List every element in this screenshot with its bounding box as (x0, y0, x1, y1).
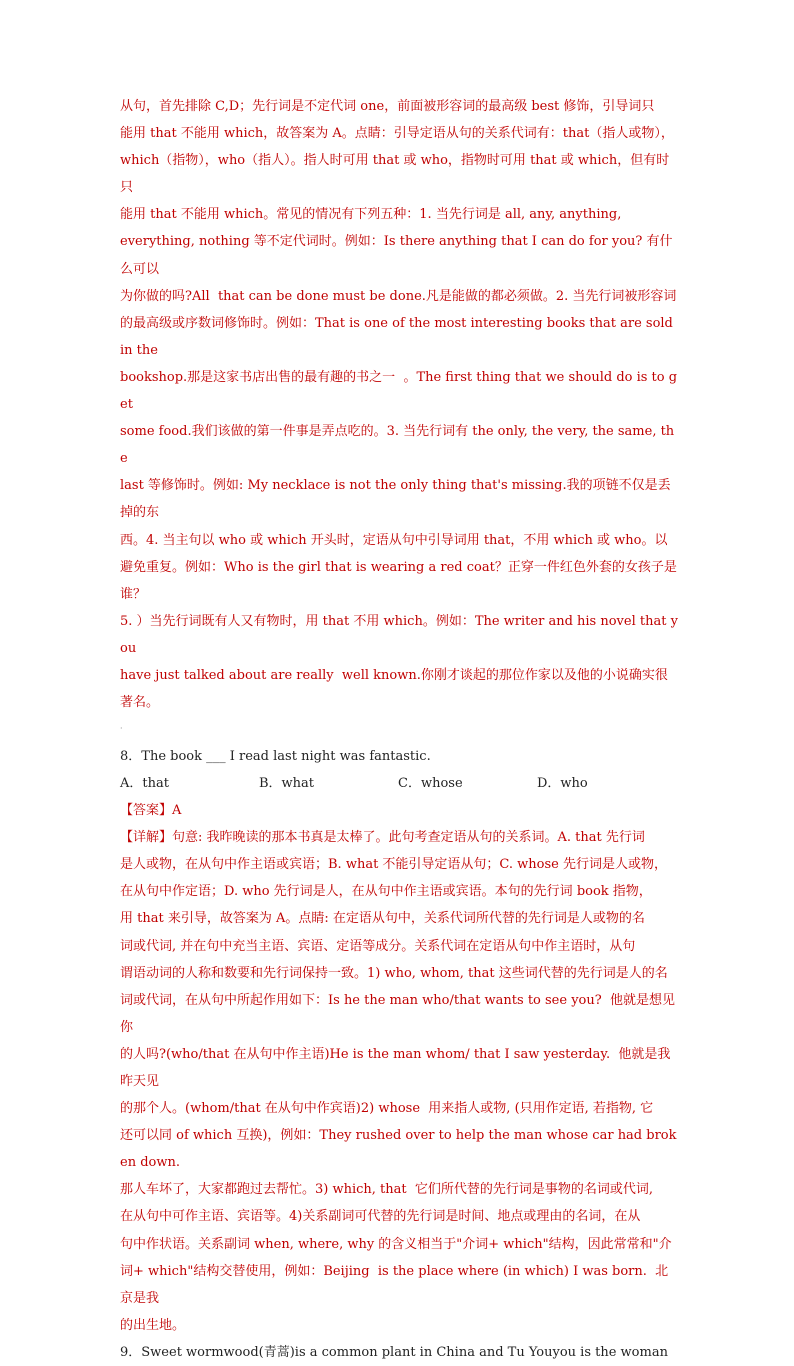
explanation-line: 为你做的吗?All that can be done must be done.凡是能做的都必须做。2. 当先行词被形容词 (120, 288, 677, 304)
option-b[interactable]: B．what (259, 776, 315, 792)
explanation-line: everything, nothing 等不定代词时。例如：Is there anything that I can do for you? 有什么可以 (120, 234, 673, 277)
detail-line: 句中作状语。关系副词 when, where, why 的含义相当于"介词+ which"结构，因此常常和"介 (120, 1236, 672, 1252)
detail-line: 词+ which"结构交替使用，例如：Beijing is the place where (in which) I was born. 北京是我 (120, 1263, 669, 1306)
detail-line (120, 824, 680, 851)
answer-line (120, 797, 680, 824)
detail-line: 在从句中可作主语、宾语等。4)关系副词可代替的先行词是时间、地点或理由的名词，在从 (120, 1209, 641, 1225)
explanation-line: some food.我们该做的第一件事是弄点吃的。3. 当先行词有 the only, the very, the same, the (120, 424, 675, 467)
page-content (120, 93, 680, 1366)
detail-line: 的那个人。(whom/that 在从句中作宾语)2) whose 用来指人或物, (只用作定语, 若指物, 它 (120, 1101, 654, 1117)
question-8-detail (120, 824, 680, 1339)
explanation-line: 避免重复。例如：Who is the girl that is wearing a red coat？正穿一件红色外套的女孩子是谁？ (120, 559, 677, 602)
detail-line: 那人车坏了，大家都跑过去帮忙。3) which, that 它们所代替的先行词是事物的名词或代词, (120, 1182, 654, 1198)
detail-line: 词或代词，在从句中所起作用如下：Is he the man who/that wants to see you? 他就是想见你 (120, 992, 675, 1035)
explanation-line: bookshop.那是这家书店出售的最有趣的书之一 。The first thing that we should do is to get (120, 369, 678, 413)
detail-line: 用 that 来引导，故答案为 A。点睛: 在定语从句中，关系代词所代替的先行词是人或物的名 (120, 911, 645, 927)
spacer (120, 716, 680, 743)
paragraph-mark: · (120, 724, 123, 734)
explanation-line: 的最高级或序数词修饰时。例如：That is one of the most interesting books that are sold in the (120, 315, 678, 358)
explanation-line: 能用 that 不能用 which，故答案为 A。点睛：引导定语从句的关系代词有：that（指人或物）， (120, 126, 674, 142)
explanation-line: 西。4. 当主句以 who 或 which 开头时，定语从句中引导词用 that，不用 which 或 who。以 (120, 532, 668, 548)
explanation-line: 能用 that 不能用 which。常见的情况有下列五种：1. 当先行词是 all, any, anything, (120, 207, 622, 223)
explanation-line: 5. ）当先行词既有人又有物时，用 that 不用 which。例如：The writer and his novel that you (120, 613, 678, 656)
explanation-line: last 等修饰时。例如: My necklace is not the only thing that's missing.我的项链不仅是丢掉的东 (120, 478, 671, 521)
explanation-line: have just talked about are really well known.你刚才谈起的那位作家以及他的小说确实很著名。 (120, 667, 668, 711)
detail-line: 还可以同 of which 互换)，例如：They rushed over to help the man whose car had broken down. (120, 1128, 677, 1171)
detail-line: 的人吗?(who/that 在从句中作主语)He is the man whom/ that I saw yesterday. 他就是我昨天见 (120, 1046, 671, 1089)
option-a[interactable]: A．that (120, 776, 169, 792)
detail-text: 句意: 我昨晚读的那本书真是太棒了。此句考查定语从句的关系词。A. that 先行词 (172, 830, 645, 846)
detail-line: 是人或物，在从句中作主语或宾语；B. what 不能引导定语从句；C. whose 先行词是人或物， (120, 857, 667, 873)
detail-line: 的出生地。 (120, 1317, 186, 1333)
question-8-options (120, 770, 680, 797)
option-d[interactable]: D．who (537, 776, 588, 792)
detail-line: 谓语动词的人称和数要和先行词保持一致。1) who, whom, that 这些词代替的先行词是人的名 (120, 965, 668, 981)
detail-line: 在从句中作定语；D. who 先行词是人，在从句中作主语或宾语。本句的先行词 book 指物， (120, 884, 652, 900)
explanation-line: 从句，首先排除 C,D；先行词是不定代词 one，前面被形容词的最高级 best 修饰，引导词只 (120, 99, 655, 114)
explanation-line: which（指物），who（指人）。指人时可用 that 或 who，指物时可用 that 或 which，但有时只 (120, 153, 670, 196)
previous-explanation (120, 93, 680, 716)
option-c[interactable]: C．whose (398, 776, 463, 792)
question-9-stem: 9．Sweet wormwood(青蒿)is a common plant in China and Tu Youyou is the woman (120, 1344, 668, 1360)
detail-line: 词或代词, 并在句中充当主语、宾语、定语等成分。关系代词在定语从句中作主语时，从句 (120, 938, 636, 954)
detail-label: 【详解】 (120, 830, 173, 846)
question-8-stem: 8．The book ___ I read last night was fantastic. (120, 749, 431, 765)
answer-value: A (172, 803, 182, 819)
answer-label: 【答案】 (120, 803, 173, 819)
